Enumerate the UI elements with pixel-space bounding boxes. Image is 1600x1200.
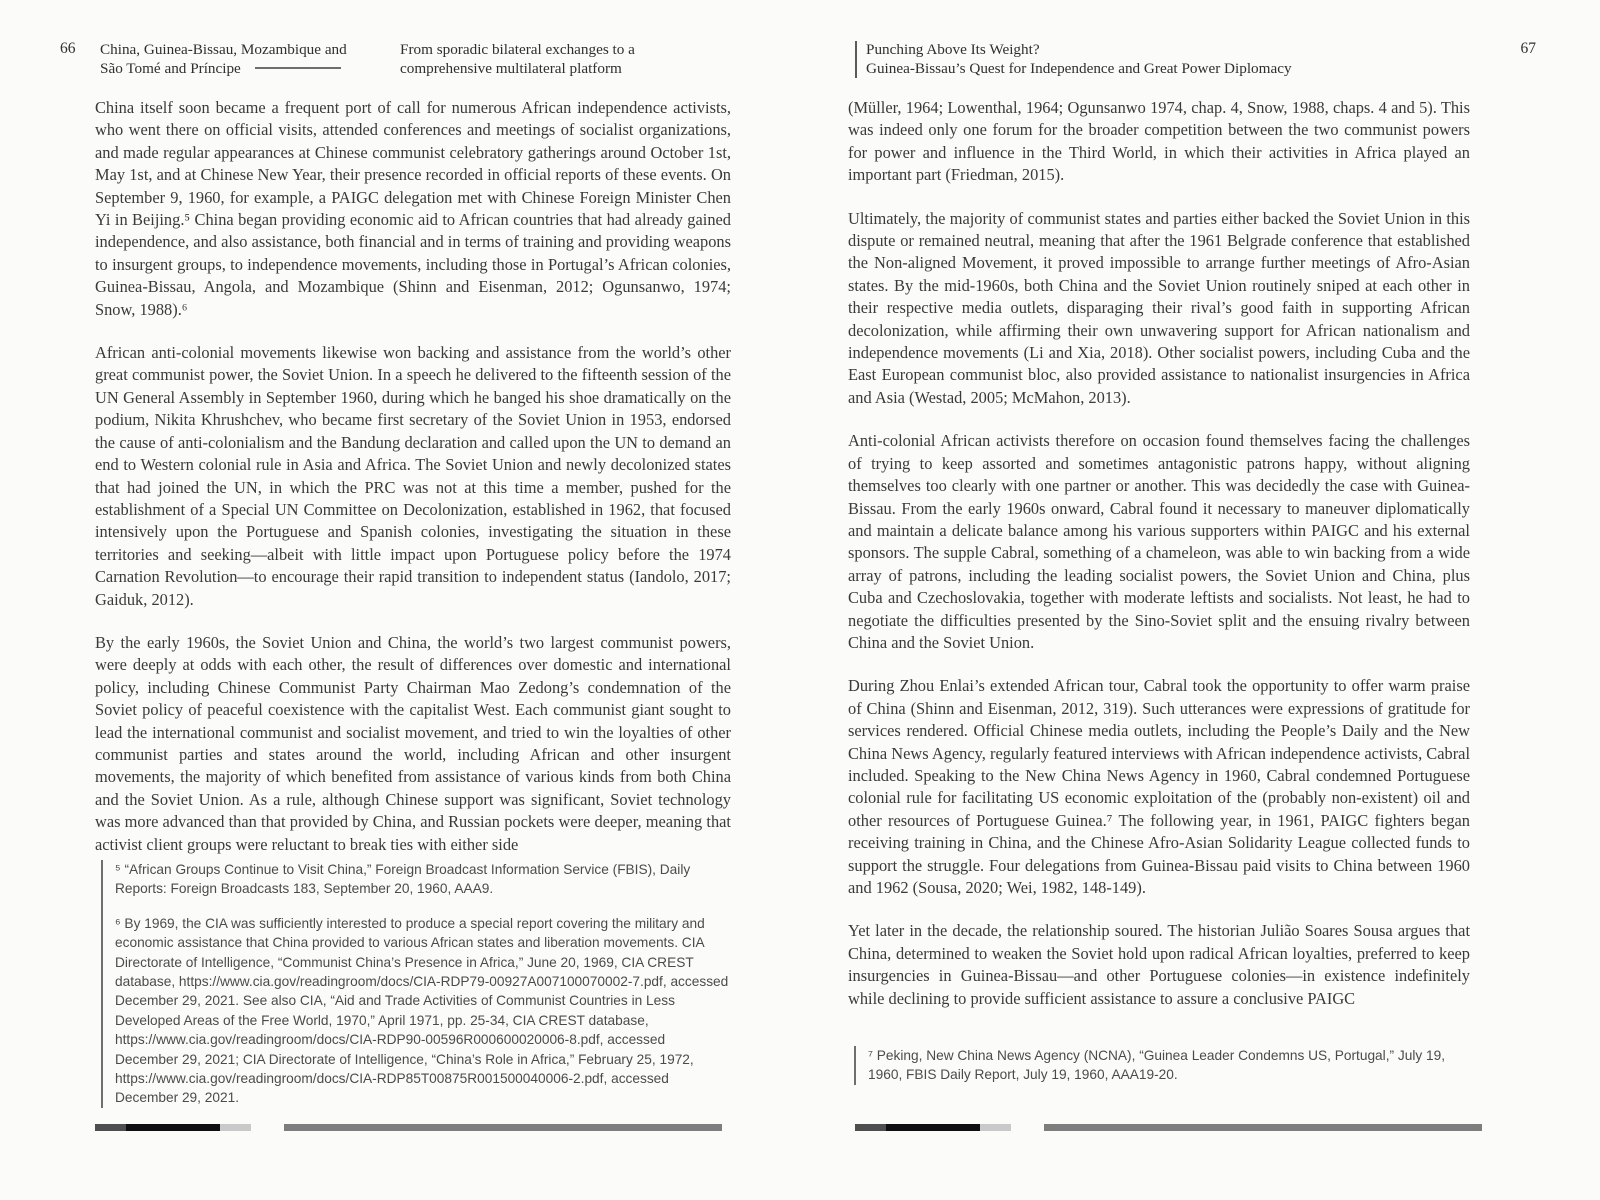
body-paragraph: Yet later in the decade, the relationship soured. The historian Julião Soares Sousa argues that China, determined to weaken the Soviet hold upon radical African loyalties, preferred to keep insurgencies in Guinea-Bissau—and other Portuguese colonies—in existence indefinitely while declining to provide sufficient assistance to assure a conclusive PAIGC bbox=[848, 921, 1470, 1008]
footnotes-section bbox=[854, 1046, 1470, 1085]
footer-bar-light bbox=[980, 1124, 1011, 1131]
footer-bar-black bbox=[886, 1124, 980, 1131]
scan-footer-bars bbox=[855, 1124, 1482, 1131]
footer-bar-gap bbox=[251, 1124, 284, 1131]
body-paragraph: Anti-colonial African activists therefore on occasion found themselves facing the challenges of trying to keep assorted and sometimes antagonistic patrons happy, without aligning themselves too clearly with one partner or another. This was decidedly the case with Guinea-Bissau. From the early 1960s onward, Cabral found it necessary to maneuver diplomatically and maintain a delicate balance among his various supporters within PAIGC and his external sponsors. The supple Cabral, something of a chameleon, was able to win backing from a wide array of patrons, including the leading socialist powers, the Soviet Union and China, plus Cuba and Czechoslovakia, together with moderate leftists and socialists. Not least, he had to negotiate the difficulties presented by the Sino-Soviet split and the ensuing rivalry between China and the Soviet Union. bbox=[848, 431, 1470, 652]
running-title-book bbox=[100, 40, 380, 78]
footnote: ⁵ “African Groups Continue to Visit China,” Foreign Broadcast Information Service (FBIS), Daily Reports: Foreign Broadcasts 183, September 20, 1960, AAA9. bbox=[115, 862, 691, 897]
running-title-line-1: China, Guinea-Bissau, Mozambique and bbox=[100, 41, 347, 58]
footnote: ⁶ By 1969, the CIA was sufficiently interested to produce a special report covering the military and economic assistance that China provided to various African states and liberation movements. CIA Directorate of Intelligence, “Communist China’s Presence in Africa,” June 20, 1969, CIA CREST database, https://www.cia.gov/readingroom/docs/CIA-RDP79-00927A007100070002-7.pdf, accessed December 29, 2021. See also CIA, “Aid and Trade Activities of Communist Countries in Less Developed Areas of the Free World, 1970,” April 1971, pp. 25-34, CIA CREST database, https://www.cia.gov/readingroom/docs/CIA-RDP90-00596R000600020006-8.pdf, accessed December 29, 2021; CIA Directorate of Intelligence, “China’s Role in Africa,” February 25, 1972, https://www.cia.gov/readingroom/docs/CIA-RDP85T00875R001500040006-2.pdf, accessed December 29, 2021. bbox=[115, 915, 729, 1106]
page-66-body bbox=[95, 97, 731, 1108]
scan-footer-bars bbox=[95, 1124, 722, 1131]
running-title-line-1: Punching Above Its Weight? bbox=[866, 41, 1040, 58]
section-title-line-1: From sporadic bilateral exchanges to a bbox=[400, 41, 635, 58]
paragraph-list bbox=[848, 97, 1470, 1010]
running-title-chapter bbox=[866, 40, 1426, 78]
footnotes-section bbox=[101, 860, 731, 1108]
page-number: 66 bbox=[60, 40, 76, 57]
header-vertical-rule bbox=[855, 41, 857, 78]
body-paragraph: African anti-colonial movements likewise won backing and assistance from the world’s other great communist power, the Soviet Union. In a speech he delivered to the fifteenth session of the UN General Assembly in September 1960, during which he banged his shoe dramatically on the podium, Nikita Khrushchev, who became first secretary of the Soviet Union in 1953, endorsed the cause of anti-colonialism and the Bandung declaration and called upon the UN to demand an end to Western colonial rule in Asia and Africa. The Soviet Union and newly decolonized states that had joined the UN, in which the PRC was not at this time a member, pushed for the establishment of a Special UN Committee on Decolonization, established in 1962, that focused intensively upon the Portuguese and Spanish colonies, investigating the situation in these territories and seeking—albeit with little impact upon Portuguese policy before the 1974 Carnation Revolution—to encourage their rapid transition to independent status (Iandolo, 2017; Gaiduk, 2012). bbox=[95, 343, 731, 609]
footnote: ⁷ Peking, New China News Agency (NCNA), “Guinea Leader Condemns US, Portugal,” July 19, 1960, FBIS Daily Report, July 19, 1960, AAA19-20. bbox=[868, 1048, 1446, 1083]
footer-bar-dark bbox=[95, 1124, 126, 1131]
body-paragraph: China itself soon became a frequent port of call for numerous African independence activists, who went there on official visits, attended conferences and meetings of socialist organizations, and made regular appearances at Chinese communist celebratory gatherings around October 1st, May 1st, and at Chinese New Year, their presence recorded in official reports of these events. On September 9, 1960, for example, a PAIGC delegation met with Chinese Foreign Minister Chen Yi in Beijing.⁵ China began providing economic aid to African countries that had already gained independence, and also assistance, both financial and in terms of training and providing weapons to insurgent groups, to independence movements, including those in Portugal’s African colonies, Guinea-Bissau, Angola, and Mozambique (Shinn and Eisenman, 2012; Ogunsanwo, 1974; Snow, 1988).⁶ bbox=[95, 98, 731, 319]
footer-bar-gap bbox=[1011, 1124, 1044, 1131]
running-title-line-2: São Tomé and Príncipe bbox=[100, 59, 380, 78]
header-rule bbox=[255, 67, 341, 69]
section-title-line-2: comprehensive multilateral platform bbox=[400, 60, 622, 77]
body-paragraph: During Zhou Enlai’s extended African tour, Cabral took the opportunity to offer warm praise of China (Shinn and Eisenman, 2012, 319). Such utterances were expressions of gratitude for services rendered. Official Chinese media outlets, including the People’s Daily and the New China News Agency, regularly featured interviews with African independence activists, Cabral included. Speaking to the New China News Agency in 1960, Cabral condemned Portuguese colonial rule for facilitating US economic exploitation of the (probably non-existent) oil and other resources of Portuguese Guinea.⁷ The following year, in 1961, PAIGC fighters began receiving training in China, and the Chinese Afro-Asian Solidarity League collected funds to support the struggle. Four delegations from Guinea-Bissau paid visits to China between 1960 and 1962 (Sousa, 2020; Wei, 1982, 148-149). bbox=[848, 676, 1470, 897]
body-paragraph: By the early 1960s, the Soviet Union and China, the world’s two largest communist powers, were deeply at odds with each other, the result of differences over domestic and international policy, including Chinese Communist Party Chairman Mao Zedong’s condemnation of the Soviet policy of peaceful coexistence with the capitalist West. Each communist giant sought to lead the international communist and socialist movement, and tried to win the loyalties of other communist parties and states around the world, including African and other insurgent movements, the majority of which benefited from assistance of various kinds from both China and the Soviet Union. As a rule, although Chinese support was significant, Soviet technology was more advanced than that provided by China, and Russian pockets were deeper, meaning that activist client groups were reluctant to break ties with either side bbox=[95, 632, 731, 854]
running-title-line-2: Guinea-Bissau’s Quest for Independence and Great Power Diplomacy bbox=[866, 60, 1292, 77]
page-67-body bbox=[848, 97, 1470, 1085]
body-paragraph: Ultimately, the majority of communist states and parties either backed the Soviet Union in this dispute or remained neutral, meaning that after the 1961 Belgrade conference that established the Non-aligned Movement, it proved impossible to arrange further meetings of Afro-Asian states. By the mid-1960s, both China and the Soviet Union routinely sniped at each other in their respective media outlets, disparaging their rival’s good faith in supporting African decolonization, while affirming their own unwavering support for African nationalism and independence movements (Li and Xia, 2018). Other socialist powers, including Cuba and the East European communist bloc, also provided assistance to nationalist insurgencies in Africa and Asia (Westad, 2005; McMahon, 2013). bbox=[848, 208, 1470, 407]
footer-bar-black bbox=[126, 1124, 220, 1131]
footer-bar-light bbox=[220, 1124, 251, 1131]
body-paragraph: (Müller, 1964; Lowenthal, 1964; Ogunsanwo 1974, chap. 4, Snow, 1988, chaps. 4 and 5). This was indeed only one forum for the broader competition between the two communist powers for power and influence in the Third World, in which their activities in Africa played an important part (Friedman, 2015). bbox=[848, 98, 1470, 185]
page-67 bbox=[800, 0, 1600, 1200]
paragraph-list bbox=[95, 97, 731, 856]
running-title-section bbox=[400, 40, 700, 78]
footer-bar-dark bbox=[855, 1124, 886, 1131]
footer-bar-long bbox=[1044, 1124, 1482, 1131]
page-number: 67 bbox=[1520, 40, 1536, 57]
footer-bar-long bbox=[284, 1124, 722, 1131]
